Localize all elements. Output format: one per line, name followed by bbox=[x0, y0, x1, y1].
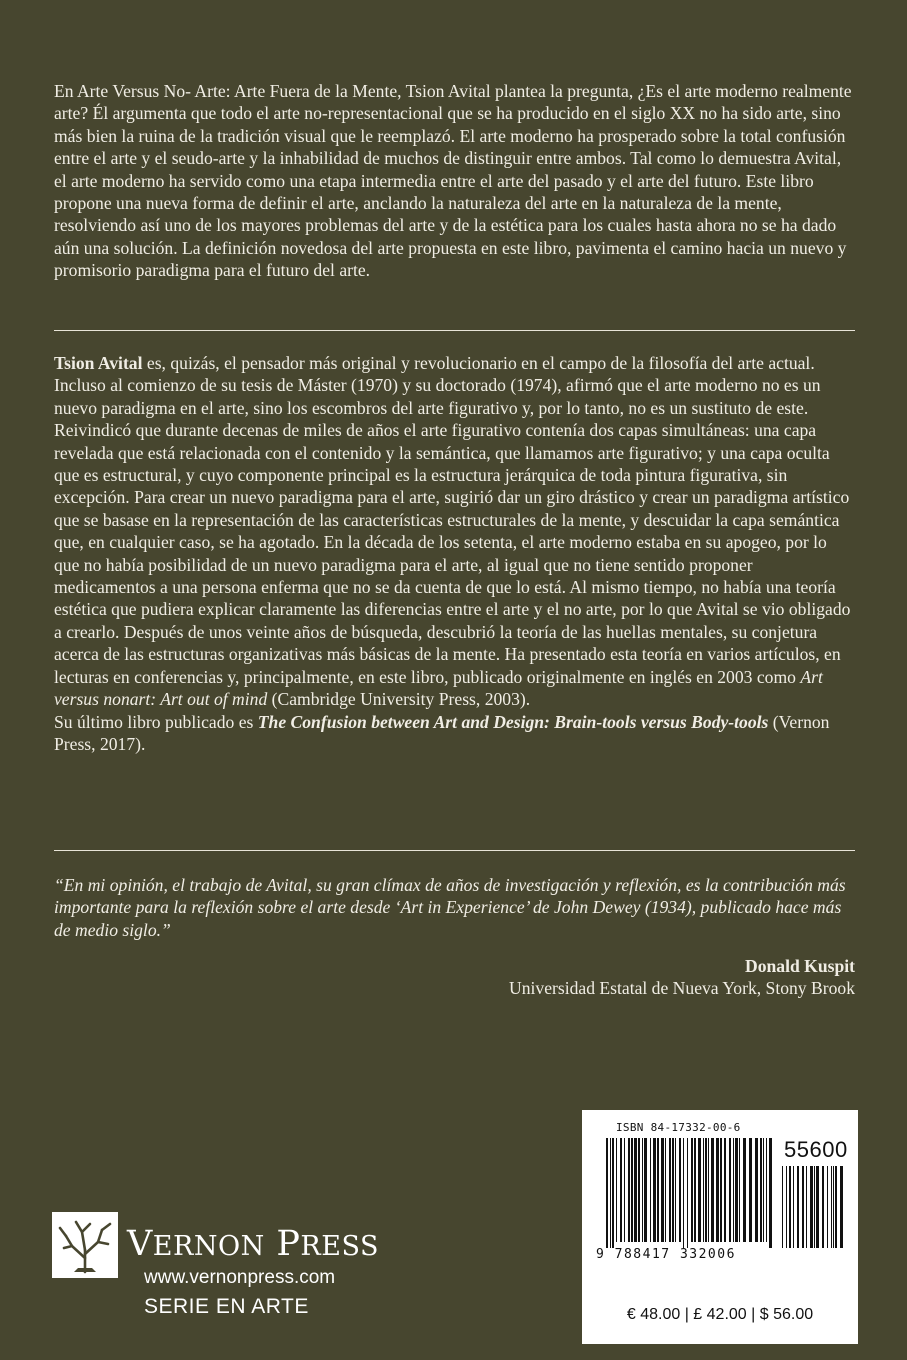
barcode-bar bbox=[802, 1166, 804, 1248]
barcode-bar bbox=[720, 1138, 722, 1242]
barcode-bar bbox=[760, 1138, 762, 1242]
barcode-bar bbox=[840, 1166, 843, 1248]
divider bbox=[54, 330, 855, 331]
barcode-bar bbox=[789, 1166, 791, 1248]
barcode-bar bbox=[606, 1138, 608, 1248]
quote-affiliation: Universidad Estatal de Nueva York, Stony Brook bbox=[509, 978, 855, 998]
barcode-bar bbox=[782, 1166, 783, 1248]
barcode-bar bbox=[703, 1138, 704, 1242]
barcode-bar bbox=[691, 1138, 693, 1242]
barcode-bar bbox=[833, 1166, 834, 1248]
book-title: The Confusion between Art and Design: Brain-tools versus Body-tools bbox=[257, 711, 769, 732]
barcode-bar bbox=[816, 1166, 819, 1248]
barcode-bar bbox=[743, 1138, 746, 1242]
endorsement-quote bbox=[54, 874, 855, 941]
barcode-bar bbox=[683, 1138, 684, 1248]
barcode-bar bbox=[749, 1138, 752, 1242]
barcode-bar bbox=[624, 1138, 625, 1242]
barcode-bar bbox=[675, 1138, 676, 1242]
barcode-bar bbox=[679, 1138, 681, 1242]
description-text: En Arte Versus No- Arte: Arte Fuera de la Mente, Tsion Avital plantea la pregunta, ¿Es el arte moderno realmente arte? Él argumenta que todo el arte no-representacional que se ha producido en el siglo XX no ha sido arte, sino más bien la ruina de la tradición visual que le reemplazó. El arte moderno ha prosperado sobre la total confusión entre el arte y el seudo-arte y la inhabilidad de muchos de distinguir entre ambos. Tal como lo demuestra Avital, el arte moderno ha servido como una etapa intermedia entre el arte del pasado y el arte del futuro. Este libro propone una nueva forma de definir el arte, anclando la naturaleza del arte en la naturaleza de la mente, resolviendo así uno de los mayores problemas del arte y de la estética para los cuales hasta ahora no se ha dado aún una solución. La definición novedosa del arte propuesta en este libro, pavimenta el camino hacia un nuevo y promisorio paradigma para el futuro del arte. bbox=[54, 81, 852, 281]
barcode-bar bbox=[657, 1138, 659, 1242]
barcode-icon bbox=[582, 1110, 858, 1270]
quote-text: “En mi opinión, el trabajo de Avital, su gran clímax de años de investigación y reflexión, es la contribución más importante para la reflexión sobre el arte desde ‘Art in Experience’ de John Dewey (1934), publicado hace más de medio siglo.” bbox=[54, 875, 846, 940]
addon-code: 55600 bbox=[784, 1137, 848, 1162]
barcode-bar bbox=[672, 1138, 674, 1242]
barcode-bar bbox=[661, 1138, 664, 1242]
barcode-bar bbox=[755, 1138, 758, 1242]
barcode-bar bbox=[827, 1166, 828, 1248]
barcode-bar bbox=[786, 1166, 787, 1248]
barcode-bar bbox=[612, 1138, 614, 1248]
barcode-bar bbox=[797, 1166, 799, 1248]
bio-paragraph bbox=[54, 352, 855, 755]
barcode-bar bbox=[835, 1166, 837, 1248]
book-title: Art versus nonart: Art out of mind bbox=[54, 666, 823, 710]
barcode-bar bbox=[831, 1166, 832, 1248]
barcode-bar bbox=[698, 1138, 701, 1242]
barcode-bar bbox=[620, 1138, 622, 1242]
barcode-bar bbox=[763, 1138, 764, 1242]
bio-text: (Vernon Press, 2017). bbox=[54, 711, 830, 754]
barcode-bar bbox=[806, 1166, 807, 1248]
bio-text: (Cambridge University Press, 2003). bbox=[267, 689, 531, 710]
divider bbox=[54, 850, 855, 851]
author-bio bbox=[54, 352, 855, 755]
barcode-number: 9 788417 332006 bbox=[596, 1247, 736, 1262]
bio-text: Su último libro publicado es bbox=[54, 711, 258, 732]
publisher-name: VERNON PRESS bbox=[127, 1224, 379, 1264]
barcode-bar bbox=[610, 1138, 611, 1248]
barcode-bar bbox=[814, 1166, 815, 1248]
barcode-bar bbox=[634, 1138, 637, 1242]
barcode-bar bbox=[650, 1138, 651, 1242]
tree-icon bbox=[52, 1212, 118, 1278]
barcode-bar bbox=[793, 1166, 794, 1248]
publisher-logo bbox=[52, 1210, 392, 1330]
bio-text: es, quizás, el pensador más original y revolucionario en el campo de la filosofía del arte actual. Incluso al comienzo de su tesis de Máster (1970) y su doctorado (1974), afirmó que el arte moderno no es un nuevo paradigma en el arte, sino los escombros del arte figurativo y, por lo tanto, no es un sustituto de este. Reivindicó que durante decenas de miles de años el arte figurativo contenía dos capas simultáneas: una capa revelada que está relacionada con el contenido y la semántica, que llamamos arte figurativo; y una capa oculta que es estructural, y cuyo componente principal es la estructura jerárquica de toda pintura figurativa, sin excepción. Para crear un nuevo paradigma para el arte, sugirió dar un giro drástico y crear un paradigma artístico que se basase en la representación de las características estructurales de la mente, y descuidar la capa semántica que, en cualquier caso, se ha agotado. En la década de los setenta, el arte moderno estaba en su apogeo, por lo que no había posibilidad de un nuevo paradigma para el arte, al igual que no tiene sentido proponer medicamentos a una persona enferma que no se da cuenta de que lo está. Al mismo tiempo, no había una teoría estética que pudiera explicar claramente las diferencias entre el arte y el no arte, por lo que Avital se vio obligado a crearlo. Después de unos veinte años de búsqueda, descubrió la teoría de las huellas mentales, su conjetura acerca de las estructuras organizativas más básicas de la mente. Ha presentado esta teoría en varios artículos, en lecturas en conferencias y, principalmente, en este libro, publicado originalmente en inglés en 2003 como bbox=[54, 353, 851, 687]
barcode-bar bbox=[694, 1138, 696, 1242]
quote-author: Donald Kuspit bbox=[744, 956, 855, 976]
barcode-bar bbox=[616, 1138, 617, 1242]
isbn-label: ISBN 84-17332-00-6 bbox=[616, 1121, 741, 1134]
barcode-bar bbox=[628, 1138, 630, 1242]
barcode-bar bbox=[708, 1138, 709, 1242]
barcode-bar bbox=[705, 1138, 707, 1242]
series-label: SERIE EN ARTE bbox=[144, 1295, 309, 1318]
price-label: € 48.00 | £ 42.00 | $ 56.00 bbox=[626, 1306, 814, 1323]
barcode-bar bbox=[735, 1138, 738, 1242]
barcode-bar bbox=[687, 1138, 688, 1248]
barcode-bar bbox=[733, 1138, 734, 1242]
barcode-bar bbox=[716, 1138, 719, 1242]
barcode-bar bbox=[810, 1166, 813, 1248]
barcode-bar bbox=[653, 1138, 656, 1242]
book-description bbox=[54, 80, 855, 282]
barcode-bar bbox=[711, 1138, 714, 1242]
barcode-bar bbox=[669, 1138, 671, 1242]
barcode-bar bbox=[665, 1138, 666, 1242]
barcode-bar bbox=[724, 1138, 726, 1242]
barcode-bar bbox=[638, 1138, 640, 1242]
publisher-url: www.vernonpress.com bbox=[144, 1267, 336, 1288]
barcode-bar bbox=[642, 1138, 643, 1242]
barcode-bar bbox=[769, 1138, 772, 1248]
barcode-box bbox=[582, 1110, 858, 1344]
barcode-bar bbox=[739, 1138, 740, 1242]
barcode-bar bbox=[644, 1138, 647, 1242]
barcode-bar bbox=[729, 1138, 731, 1242]
author-name: Tsion Avital bbox=[54, 353, 143, 373]
barcode-bar bbox=[822, 1166, 824, 1248]
barcode-bar bbox=[766, 1138, 767, 1242]
barcode-bar bbox=[631, 1138, 633, 1242]
quote-attribution bbox=[509, 955, 855, 999]
